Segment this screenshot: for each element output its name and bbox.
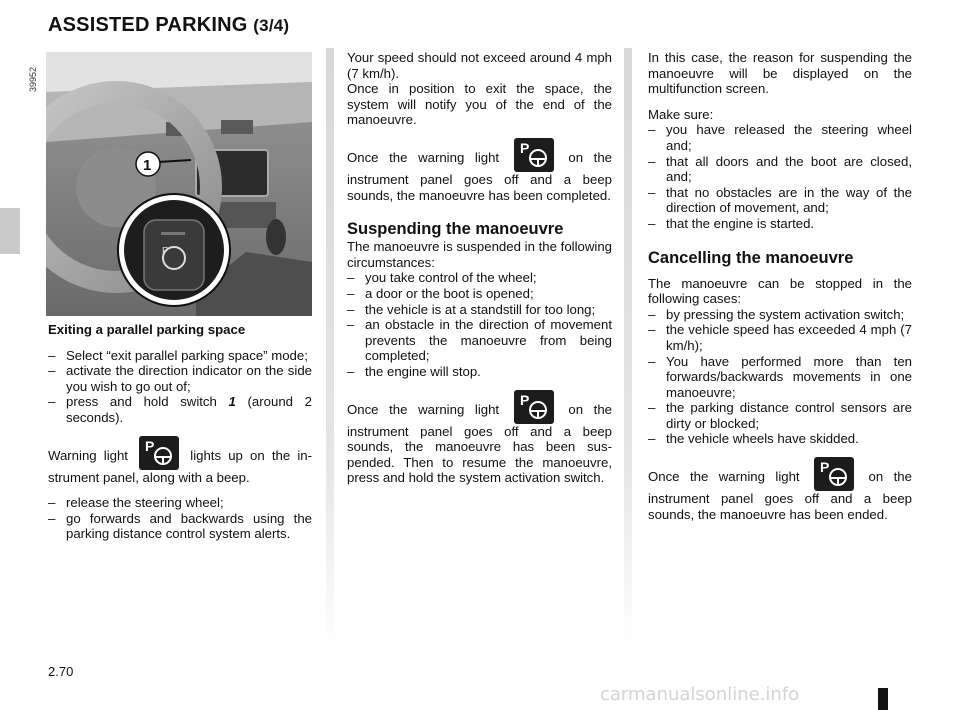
list-item: – the vehicle is at a standstill for too long;	[347, 302, 612, 318]
dashboard-illustration	[46, 52, 312, 316]
text: on the instrument panel goes off and a beep sounds, the manoeuvre has been ended.	[648, 469, 912, 522]
switch-number: 1	[228, 394, 236, 410]
make-sure-label: Make sure:	[648, 106, 714, 122]
text: (around 2 seconds).	[66, 394, 312, 425]
title-part: (3/4)	[253, 16, 290, 35]
list-item: – you take control of the wheel;	[347, 270, 612, 286]
column-1	[48, 322, 312, 552]
list-item: – an obstacle in the direction of movement prevents the manoeuvre from being completed;	[347, 317, 612, 364]
text: Warning light	[48, 447, 136, 463]
ended-paragraph	[648, 457, 912, 522]
svg-text:P: P	[519, 139, 530, 156]
list-item: – the parking distance control sensors are dirty or blocked;	[648, 400, 912, 431]
list-item: – that all doors and the boot are closed, and;	[648, 154, 912, 185]
svg-text:P: P	[820, 459, 830, 476]
parking-warning-icon	[514, 390, 554, 424]
suspend-list	[347, 270, 612, 379]
watermark: carmanualsonline.info	[600, 684, 800, 705]
parking-warning-icon	[139, 436, 179, 470]
corner-mark	[878, 688, 888, 710]
list-item: – that the engine is started.	[648, 216, 912, 232]
dashboard-photo	[46, 52, 312, 316]
list-item: – you have released the steering wheel and;	[648, 122, 912, 153]
cancel-intro: The manoeuvre can be stopped in the following cases:	[648, 275, 912, 307]
reason-paragraph: In this case, the reason for suspending the manoeuvre will be displayed on the multifunction screen.	[648, 50, 912, 97]
svg-text:P: P	[145, 437, 155, 454]
page-number: 2.70	[48, 664, 74, 679]
page-title	[48, 14, 289, 37]
text: Once the warning light	[347, 149, 510, 165]
text: on the instrument panel goes off and a beep sounds, the manoeuvre has been suspended. Then to resume the manoeuvre, press and hold the system activation switch.	[347, 401, 612, 486]
release-steps-list	[48, 495, 312, 542]
title-text: ASSISTED PARKING	[48, 14, 248, 36]
column-separator	[624, 48, 632, 648]
svg-text:P: P	[519, 391, 530, 408]
completed-paragraph	[347, 138, 612, 203]
list-item: – go forwards and backwards using the parking distance control system alerts.	[48, 511, 312, 542]
text: press and hold switch	[66, 394, 229, 410]
parking-warning-icon	[514, 138, 554, 172]
suspending-heading: Suspending the manoeuvre	[347, 220, 564, 239]
column-2	[347, 50, 612, 496]
warning-paragraph	[48, 436, 312, 486]
exit-parking-heading: Exiting a parallel parking space	[48, 322, 246, 337]
text: Once the warning light	[347, 401, 510, 417]
make-sure-list	[648, 122, 912, 231]
column-3	[648, 50, 912, 532]
parking-warning-icon	[814, 457, 854, 491]
list-item: – a door or the boot is opened;	[347, 286, 612, 302]
svg-text:P: P	[162, 246, 169, 257]
list-item: – You have performed more than ten forwards/backwards movements in one manoeuvre;	[648, 354, 912, 401]
text: on the instrument panel goes off and a beep sounds, the manoeuvre has been completed.	[347, 149, 612, 203]
list-item: – activate the direction indicator on the side you wish to go out of;	[48, 363, 312, 394]
speed-paragraph: Your speed should not exceed around 4 mph (7 km/h).	[347, 50, 612, 81]
exit-position-paragraph: Once in position to exit the space, the system will notify you of the end of the manoeuvre.	[347, 81, 612, 128]
list-item: – the vehicle wheels have skidded.	[648, 431, 912, 447]
list-item: – Select “exit parallel parking space” mode;	[48, 348, 312, 364]
suspend-intro: The manoeuvre is suspended in the following circumstances:	[347, 239, 612, 270]
list-item: – the vehicle speed has exceeded 4 mph (7 km/h);	[648, 322, 912, 353]
suspended-paragraph	[347, 390, 612, 486]
text: lights up on the instrument panel, along with a beep.	[48, 447, 312, 485]
cancel-list	[648, 307, 912, 447]
cancelling-heading: Cancelling the manoeuvre	[648, 248, 854, 267]
list-item	[48, 394, 312, 425]
text: Once the warning light	[648, 469, 811, 485]
list-item: – the engine will stop.	[347, 364, 612, 380]
list-item: – that no obstacles are in the way of the direction of movement, and;	[648, 185, 912, 216]
callout-1: 1	[143, 157, 152, 174]
image-ref-number: 39952	[28, 66, 38, 92]
column-separator	[326, 48, 334, 648]
list-item: – by pressing the system activation switch;	[648, 307, 912, 323]
list-item: – release the steering wheel;	[48, 495, 312, 511]
section-tab	[0, 208, 20, 254]
exit-steps-list	[48, 348, 312, 426]
